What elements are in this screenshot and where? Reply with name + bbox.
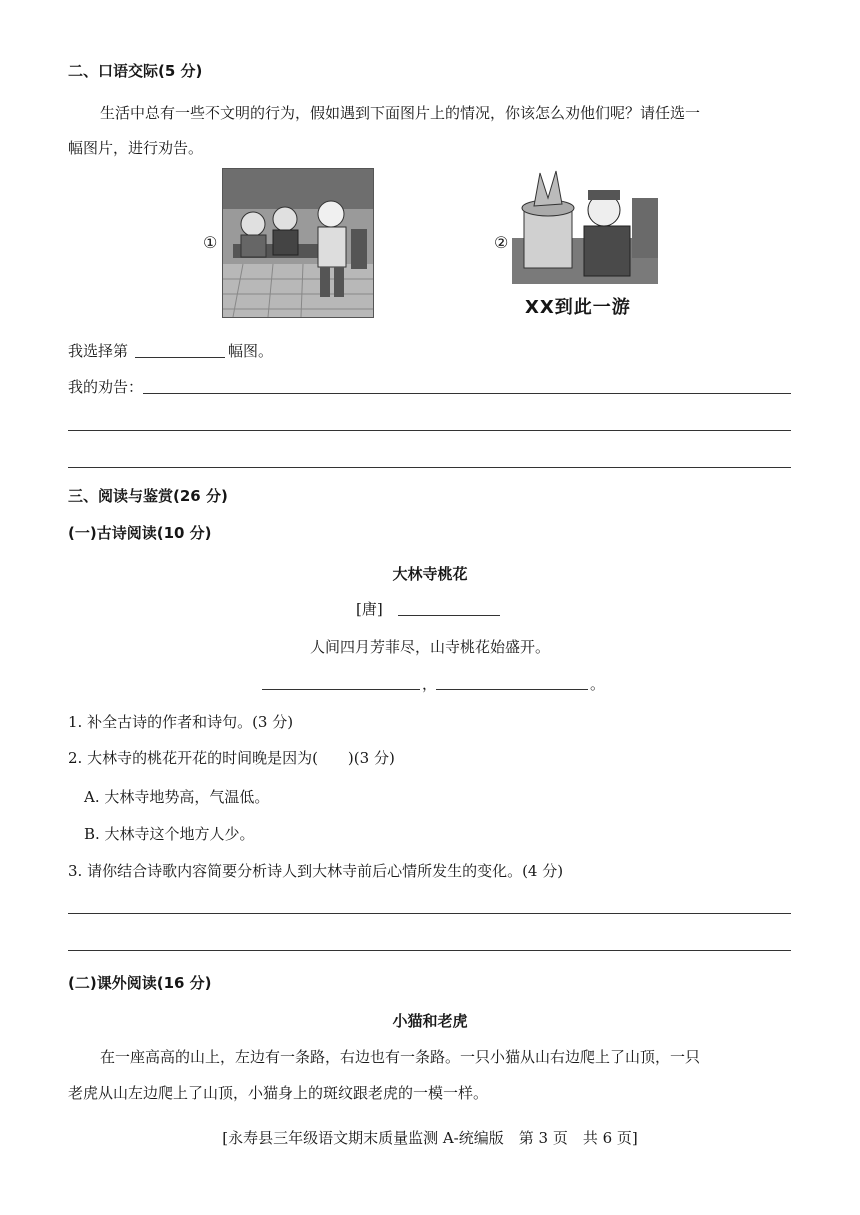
story-title: 小猫和老虎	[392, 1012, 468, 1030]
section2-prompt-line2: 幅图片，进行劝告。	[68, 139, 204, 157]
poem-title: 大林寺桃花	[392, 565, 468, 583]
story-line2: 老虎从山左边爬上了山顶，小猫身上的斑纹跟老虎的一模一样。	[68, 1084, 489, 1102]
poem-line2-blank-b[interactable]	[436, 689, 588, 690]
poem-blank-period: 。	[590, 675, 606, 693]
answer-line-1[interactable]	[68, 913, 791, 914]
poem-blank-comma: ，	[422, 675, 438, 693]
advice-line-1[interactable]	[143, 393, 791, 394]
poem-line2-blank-a[interactable]	[262, 689, 420, 690]
choose-suffix: 幅图。	[228, 342, 274, 360]
choose-prefix: 我选择第	[68, 342, 129, 360]
advice-line-3[interactable]	[68, 467, 791, 468]
picture2-number: ②	[494, 233, 509, 252]
advice-label: 我的劝告：	[68, 378, 144, 396]
story-line1: 在一座高高的山上，左边有一条路，右边也有一条路。一只小猫从山右边爬上了山顶，一只	[100, 1048, 701, 1066]
question-1: 1. 补全古诗的作者和诗句。(3 分)	[68, 713, 294, 731]
answer-line-2[interactable]	[68, 950, 791, 951]
page-footer: [永寿县三年级语文期末质量监测 A-统编版 第 3 页 共 6 页]	[222, 1129, 638, 1147]
poem-dynasty: [唐]	[356, 600, 383, 618]
question-2: 2. 大林寺的桃花开花的时间晚是因为( )(3 分)	[68, 749, 395, 767]
picture2-caption: XX到此一游	[525, 297, 631, 318]
section2-prompt-line1: 生活中总有一些不文明的行为，假如遇到下面图片上的情况，你该怎么劝他们呢？请任选一	[100, 104, 701, 122]
advice-line-2[interactable]	[68, 430, 791, 431]
question-2-option-b: B. 大林寺这个地方人少。	[84, 825, 255, 843]
picture1-image	[222, 168, 374, 318]
picture2-image	[512, 168, 658, 284]
author-blank[interactable]	[398, 615, 500, 616]
section2-heading: 二、口语交际(5 分)	[68, 62, 203, 80]
section3-heading: 三、阅读与鉴赏(26 分)	[68, 487, 228, 505]
question-2-option-a: A. 大林寺地势高，气温低。	[84, 788, 270, 806]
part1-heading: (一)古诗阅读(10 分)	[68, 524, 212, 542]
part2-heading: (二)课外阅读(16 分)	[68, 974, 212, 992]
poem-line1: 人间四月芳菲尽，山寺桃花始盛开。	[309, 638, 550, 656]
choose-blank[interactable]	[135, 357, 225, 358]
question-3: 3. 请你结合诗歌内容简要分析诗人到大林寺前后心情所发生的变化。(4 分)	[68, 862, 564, 880]
picture1-number: ①	[203, 233, 218, 252]
